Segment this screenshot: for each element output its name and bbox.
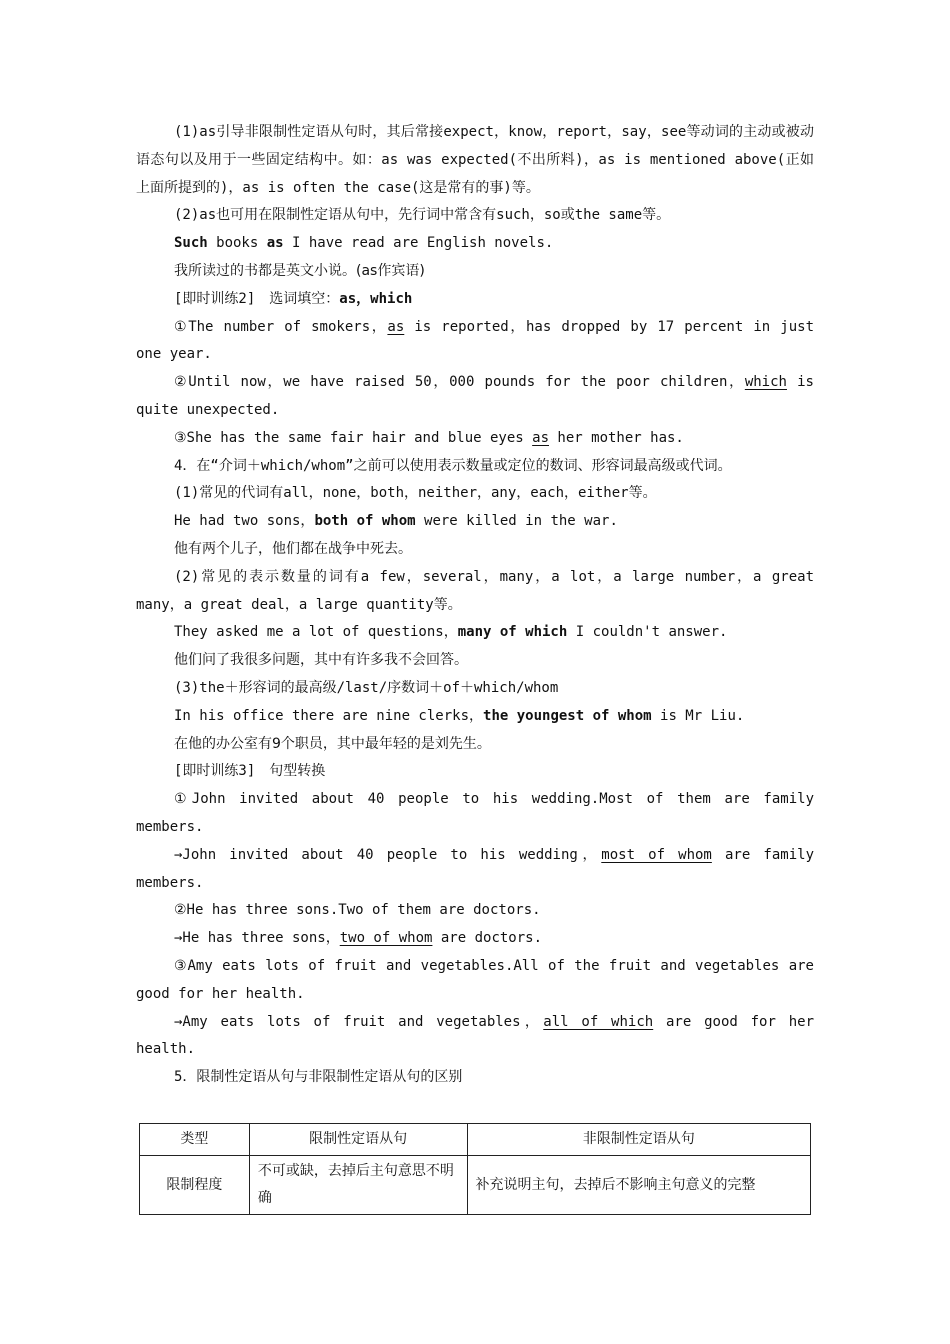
drill-2-question-3: ③She has the same fair hair and blue eyes as her mother has. [174, 429, 684, 446]
table-cell: 限制程度 [140, 1156, 250, 1215]
answer-blank: all of which [543, 1013, 654, 1030]
table-header-cell: 限制性定语从句 [249, 1124, 467, 1156]
example-translation: 我所读过的书都是英文小说。(as作宾语) [174, 262, 425, 279]
point-4-1: (1)常见的代词有all，none，both，neither，any，each，either等。 [174, 485, 657, 502]
example-sentence-many-of-which: They asked me a lot of questions，many of which I couldn't answer. [174, 624, 728, 641]
point-5-heading: 5．限制性定语从句与非限制性定语从句的区别 [174, 1069, 463, 1086]
drill-3-question-1: ①John invited about 40 people to his wedding.Most of them are family members. [136, 791, 814, 835]
example-sentence-both-of-whom: He had two sons，both of whom were killed in the war. [174, 513, 618, 530]
table-cell: 不可或缺，去掉后主句意思不明确 [249, 1156, 467, 1215]
example-translation: 在他的办公室有9个职员，其中最年轻的是刘先生。 [174, 735, 491, 752]
answer-blank: which [744, 374, 787, 391]
paragraph-as-restrictive: (2)as也可用在限制性定语从句中，先行词中常含有such，so或the same等。 [174, 207, 671, 224]
table-cell: 补充说明主句，去掉后不影响主句意义的完整 [467, 1156, 810, 1215]
paragraph-as-nonrestrictive: (1)as引导非限制性定语从句时，其后常接expect，know，report，say，see等动词的主动或被动语态句以及用于一些固定结构中。如：as was expected(不出所料)，as is mentioned above(正如上面所提到的)，as is often the case(这是常有的事)等。 [136, 124, 814, 196]
drill-2-question-2: ②Until now，we have raised 50，000 pounds for the poor children，which is quite unexpected. [136, 374, 814, 418]
example-translation: 他们问了我很多问题，其中有许多我不会回答。 [174, 652, 468, 669]
example-sentence-youngest-of-whom: In his office there are nine clerks，the youngest of whom is Mr Liu. [174, 707, 745, 724]
drill-2-heading: [即时训练2] 选词填空：as，which [174, 290, 413, 307]
answer-blank: as [532, 429, 549, 446]
table-header-cell: 非限制性定语从句 [467, 1124, 810, 1156]
drill-3-answer-1: →John invited about 40 people to his wedding，most of whom are family members. [136, 846, 814, 891]
document-body [136, 119, 814, 1092]
drill-2-question-1: ①The number of smokers，as is reported，has dropped by 17 percent in just one year. [136, 318, 814, 363]
comparison-table [139, 1123, 811, 1215]
answer-blank: as [387, 318, 405, 335]
table-header-cell: 类型 [140, 1124, 250, 1156]
drill-3-answer-3: →Amy eats lots of fruit and vegetables，all of which are good for her health. [136, 1013, 814, 1058]
answer-blank: two of whom [339, 930, 433, 947]
drill-3-answer-2: →He has three sons，two of whom are doctors. [174, 930, 543, 947]
example-translation: 他有两个儿子，他们都在战争中死去。 [174, 540, 412, 557]
answer-blank: most of whom [601, 846, 712, 863]
table-row [140, 1156, 811, 1215]
drill-3-question-3: ③Amy eats lots of fruit and vegetables.All of the fruit and vegetables are good for her health. [136, 957, 814, 1002]
drill-3-heading: [即时训练3] 句型转换 [174, 763, 326, 780]
point-4-heading: 4．在“介词＋which/whom”之前可以使用表示数量或定位的数词、形容词最高级或代词。 [174, 457, 732, 474]
drill-3-question-2: ②He has three sons.Two of them are doctors. [174, 902, 541, 919]
example-sentence-such-as: Such books as I have read are English novels. [174, 235, 554, 252]
table-header-row [140, 1124, 811, 1156]
point-4-3: (3)the＋形容词的最高级/last/序数词＋of＋which/whom [174, 679, 559, 696]
point-4-2: (2)常见的表示数量的词有a few，several，many，a lot，a large number，a great many，a great deal，a large quantity等。 [136, 568, 814, 613]
